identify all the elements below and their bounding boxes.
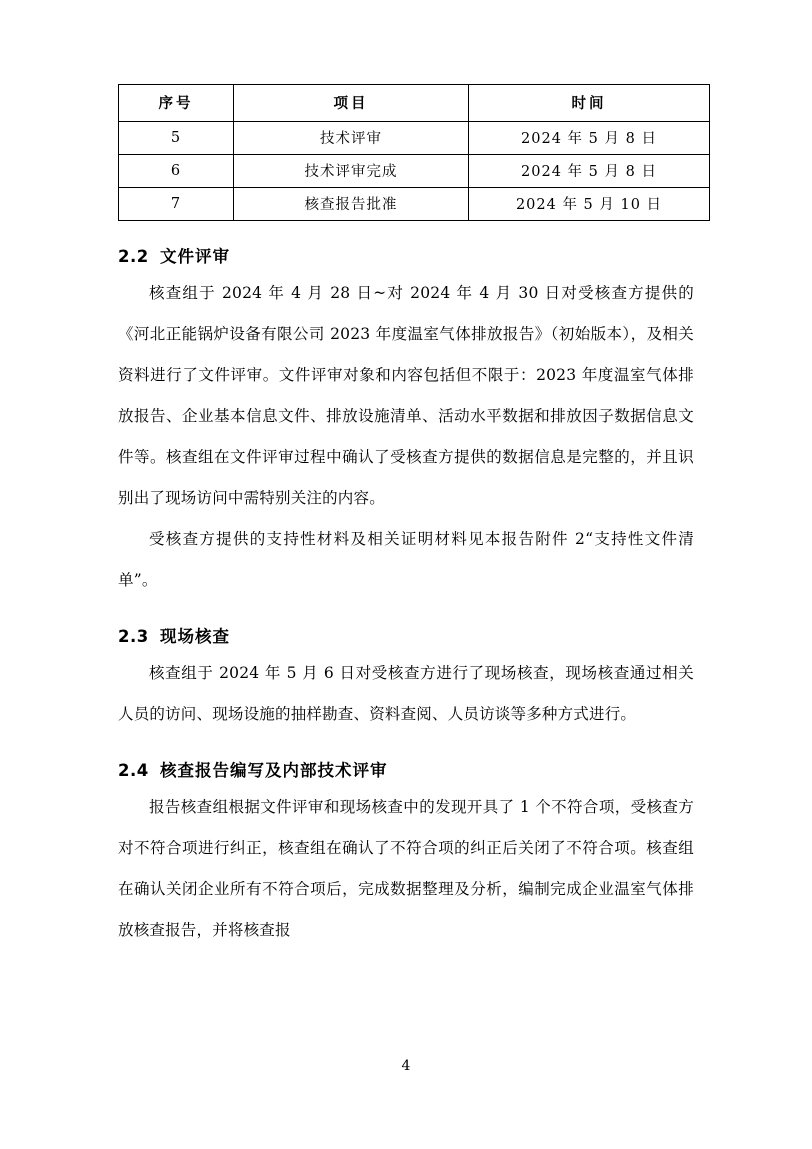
table-cell-no: 6	[119, 155, 234, 188]
section-heading-2-3	[118, 623, 694, 647]
table-header-time: 时间	[469, 85, 710, 122]
section-number: 2.4	[118, 761, 149, 780]
page-number: 4	[401, 1058, 411, 1074]
paragraph: 报告核查组根据文件评审和现场核查中的发现开具了 1 个不符合项，受核查方对不符合项进行纠正，核查组在确认了不符合项的纠正后关闭了不符合项。核查组在确认关闭企业所有不符合项后，完成数据整理及分析，编制完成企业温室气体排放核查报告，并将核查报	[118, 798, 694, 939]
paragraph: 核查组于 2024 年 4 月 28 日~对 2024 年 4 月 30 日对受核查方提供的《河北正能锅炉设备有限公司 2023 年度温室气体排放报告》（初始版本），及相关资料进行了文件评审。文件评审对象和内容包括但不限于：2023 年度温室气体排放报告、企业基本信息文件、排放设施清单、活动水平数据和排放因子数据信息文件等。核查组在文件评审过程中确认了受核查方提供的数据信息是完整的，并且识别出了现场访问中需特别关注的内容。	[118, 284, 694, 507]
table-header-row	[119, 85, 710, 122]
page-content	[118, 84, 694, 951]
table-cell-time: 2024 年 5 月 8 日	[469, 122, 710, 155]
schedule-table	[118, 84, 710, 221]
table-row	[119, 188, 710, 221]
table-cell-no: 7	[119, 188, 234, 221]
paragraph: 受核查方提供的支持性材料及相关证明材料见本报告附件 2“支持性文件清单”。	[118, 530, 694, 589]
table-row	[119, 155, 710, 188]
table-cell-time: 2024 年 5 月 10 日	[469, 188, 710, 221]
table-cell-item: 技术评审完成	[234, 155, 469, 188]
table-cell-no: 5	[119, 122, 234, 155]
section-number: 2.2	[118, 247, 149, 266]
section-heading-2-2	[118, 243, 694, 267]
table-header-no: 序号	[119, 85, 234, 122]
table-cell-item: 技术评审	[234, 122, 469, 155]
section-title: 现场核查	[160, 627, 230, 646]
table-cell-time: 2024 年 5 月 8 日	[469, 155, 710, 188]
table-header-item: 项目	[234, 85, 469, 122]
table-cell-item: 核查报告批准	[234, 188, 469, 221]
table-row	[119, 122, 710, 155]
paragraph: 核查组于 2024 年 5 月 6 日对受核查方进行了现场核查，现场核查通过相关人员的访问、现场设施的抽样勘查、资料查阅、人员访谈等多种方式进行。	[118, 664, 694, 723]
section-number: 2.3	[118, 627, 149, 646]
section-title: 核查报告编写及内部技术评审	[160, 761, 388, 780]
section-heading-2-4	[118, 757, 694, 781]
section-title: 文件评审	[160, 247, 230, 266]
